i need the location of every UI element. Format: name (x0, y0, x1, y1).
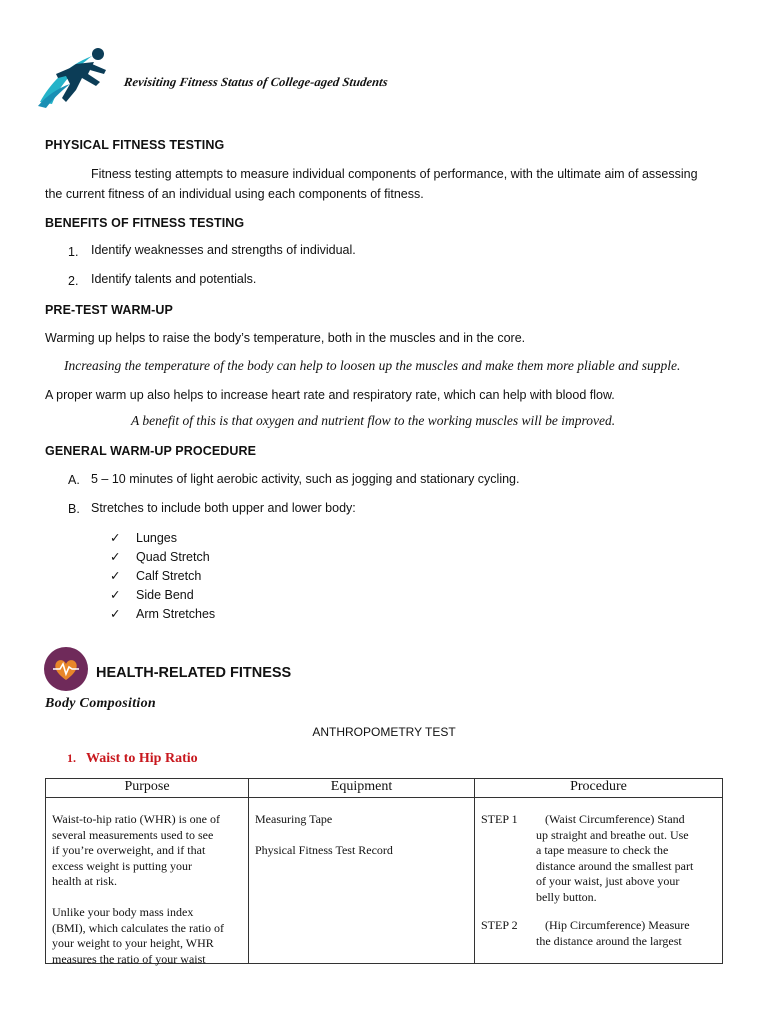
equipment-item: Physical Fitness Test Record (255, 842, 393, 857)
heart-rate-icon (44, 647, 88, 691)
list-item-letter: A. (68, 473, 80, 487)
section-heading-procedure: GENERAL WARM-UP PROCEDURE (45, 444, 257, 458)
text-line: (Waist Circumference) Stand (536, 812, 685, 826)
text-line: if you’re overweight, and if that (52, 843, 206, 857)
column-header-procedure: Procedure (475, 779, 723, 798)
section-heading-benefits: BENEFITS OF FITNESS TESTING (45, 216, 245, 230)
paragraph-line: Warming up helps to raise the body’s temperature, both in the muscles and in the core. (45, 331, 526, 345)
test-item-name: Waist to Hip Ratio (86, 751, 198, 766)
purpose-text (52, 812, 244, 967)
italic-note: A benefit of this is that oxygen and nutrient flow to the working muscles will be improved. (131, 413, 616, 428)
list-item: Identify weaknesses and strengths of individual. (91, 243, 356, 257)
blank-line (255, 828, 470, 843)
checklist-item (110, 606, 215, 621)
check-icon: ✓ (110, 531, 121, 545)
test-name: ANTHROPOMETRY TEST (312, 725, 456, 739)
header-title: Revisiting Fitness Status of College-aged Students (123, 75, 389, 89)
equipment-cell (249, 798, 475, 964)
check-icon: ✓ (110, 607, 121, 621)
checklist-item (110, 568, 201, 583)
test-item-number: 1. (67, 751, 76, 765)
table-header-row (46, 779, 723, 798)
checklist-label: Calf Stretch (136, 569, 202, 583)
text-line: the distance around the largest (536, 933, 682, 948)
section-title-health: HEALTH-RELATED FITNESS (96, 665, 292, 681)
test-item-title (67, 751, 198, 767)
step-text (536, 918, 718, 949)
runner-logo-icon (36, 44, 118, 110)
step-text (536, 812, 718, 905)
text-line: measures the ratio of your waist (52, 951, 206, 966)
section-heading-pretest: PRE-TEST WARM-UP (45, 303, 173, 317)
text-line: distance around the smallest part (536, 858, 694, 873)
text-line: of your waist, just above your (536, 874, 680, 888)
list-item-number: 2. (68, 274, 79, 288)
list-item: Stretches to include both upper and lower body: (91, 501, 356, 515)
step-label: STEP 2 (481, 918, 518, 932)
checklist-item (110, 587, 194, 602)
checklist-label: Lunges (136, 531, 178, 545)
checklist-label: Side Bend (136, 588, 194, 602)
checklist-label: Arm Stretches (136, 607, 216, 621)
paragraph-line: Fitness testing attempts to measure individual components of performance, with the ultimate aim of assessing (91, 167, 698, 181)
italic-note: Increasing the temperature of the body can help to loosen up the muscles and make them more pliable and supple. (64, 358, 681, 373)
text-line: (BMI), which calculates the ratio of (52, 920, 224, 935)
table-row (46, 798, 723, 964)
equipment-text (255, 812, 470, 858)
check-icon: ✓ (110, 588, 121, 602)
text-line: belly button. (536, 889, 597, 904)
paragraph-line: the current fitness of an individual using each components of fitness. (45, 187, 424, 201)
list-item: 5 – 10 minutes of light aerobic activity, such as jogging and stationary cycling. (91, 472, 520, 486)
checklist-item (110, 549, 210, 564)
purpose-cell (46, 798, 249, 964)
column-header-equipment: Equipment (249, 779, 475, 798)
text-line: several measurements used to see (52, 827, 214, 842)
text-line: Waist-to-hip ratio (WHR) is one of (52, 812, 220, 826)
paragraph-line: A proper warm up also helps to increase heart rate and respiratory rate, which can help with blood flow. (45, 388, 615, 402)
check-icon: ✓ (110, 550, 121, 564)
text-line: up straight and breathe out. Use (536, 827, 689, 842)
check-icon: ✓ (110, 569, 121, 583)
procedure-cell (475, 798, 723, 964)
text-line: excess weight is putting your (52, 858, 192, 873)
text-line: a tape measure to check the (536, 843, 669, 857)
list-item: Identify talents and potentials. (91, 272, 257, 286)
checklist-label: Quad Stretch (136, 550, 210, 564)
step-label: STEP 1 (481, 812, 518, 826)
text-line: (Hip Circumference) Measure (536, 918, 690, 932)
test-table (45, 778, 723, 964)
text-line: health at risk. (52, 874, 117, 888)
checklist-item (110, 530, 177, 545)
blank-line (52, 890, 244, 906)
column-header-purpose: Purpose (46, 779, 249, 798)
text-line: Unlike your body mass index (52, 905, 194, 919)
list-item-number: 1. (68, 245, 79, 259)
equipment-item: Measuring Tape (255, 812, 333, 826)
subsection-title: Body Composition (45, 696, 156, 711)
list-item-letter: B. (68, 502, 80, 516)
text-line: your weight to your height, WHR (52, 936, 214, 950)
section-heading-physical-fitness: PHYSICAL FITNESS TESTING (45, 138, 225, 152)
